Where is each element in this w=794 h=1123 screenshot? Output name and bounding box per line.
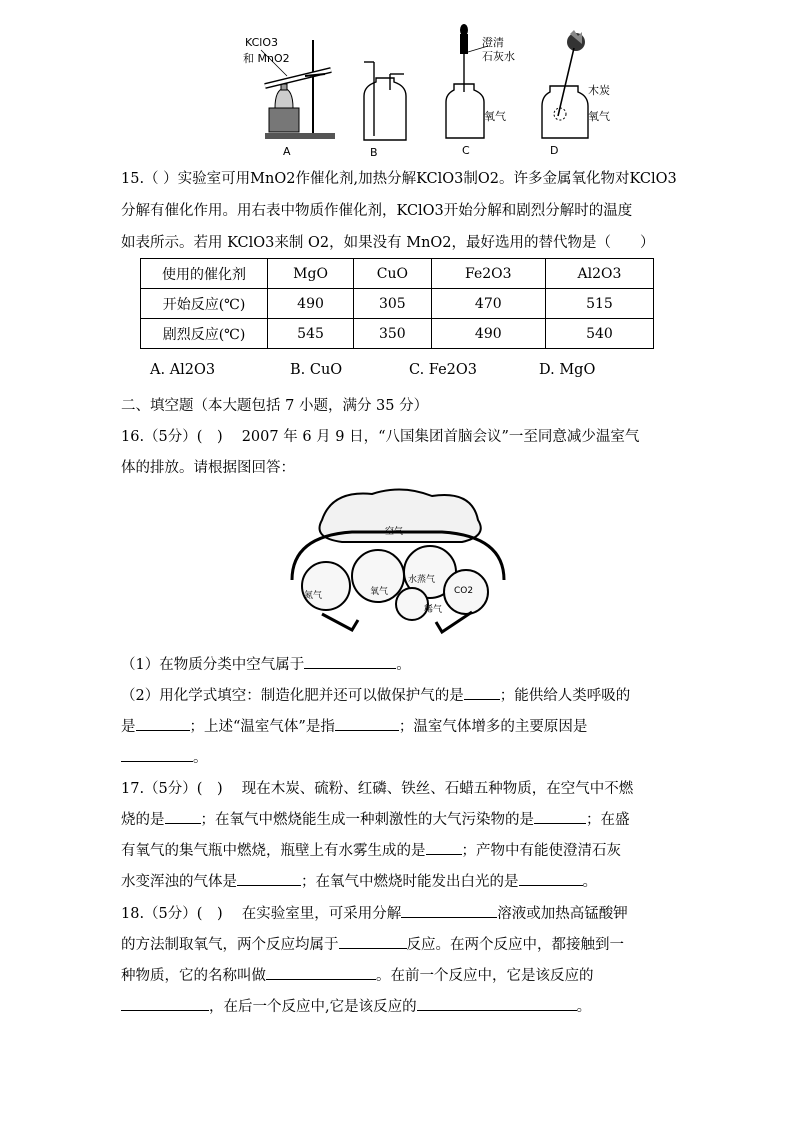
q18-text-f: 。在前一个反应中，它是该反应的: [376, 968, 594, 984]
q16-line-2: 体的排放。请根据图回答：: [121, 460, 295, 476]
q16-sub-1-text: （1）在物质分类中空气属于: [121, 657, 305, 673]
charcoal-burning-icon: [538, 28, 628, 140]
figure-d-label-1: 木炭: [588, 84, 610, 97]
cartoon-label-water-vapor: 水蒸气: [408, 575, 436, 585]
figure-b-caption: B: [370, 146, 378, 159]
figure-c-label-1: 澄清: [482, 36, 504, 49]
cartoon-label-co2: CO2: [454, 586, 474, 596]
q17-line-3: [121, 839, 621, 860]
q17-text-g: ；在氧气中燃烧时能发出白光的是: [301, 874, 519, 890]
q16-sub-2-end: 。: [193, 750, 208, 766]
q16-line-1: 16.（5分）( ) 2007 年 6 月 9 日，“八国集团首脑会议”一至同意减少温室气: [121, 429, 640, 445]
q16-sub-2-text-e: ；温室气体增多的主要原因是: [398, 719, 588, 735]
table-cell: 490: [268, 289, 354, 319]
answer-blank[interactable]: [121, 996, 209, 1011]
answer-blank[interactable]: [417, 996, 577, 1011]
table-cell: 305: [354, 289, 432, 319]
q17-text-f: 水变浑浊的气体是: [121, 874, 237, 890]
figure-d-caption: D: [550, 144, 559, 157]
table-header-row: [141, 259, 654, 289]
figure-d: [538, 28, 628, 160]
q17-line-2: [121, 808, 630, 829]
answer-blank[interactable]: [519, 871, 583, 886]
figure-b: [360, 60, 410, 160]
answer-blank[interactable]: [304, 654, 396, 669]
cartoon-label-oxygen: 氧气: [370, 587, 389, 597]
q15-line-1: 15.（ ）实验室可用MnO2作催化剂,加热分解KClO3制O2。许多金属氧化物对KClO3: [121, 171, 677, 187]
table-cell: 开始反应(℃): [141, 289, 268, 319]
q17-text-c: ；在盛: [586, 812, 630, 828]
answer-blank[interactable]: [464, 685, 500, 700]
q16-sub-1: [121, 653, 411, 674]
q18-text-c: 的方法制取氧气，两个反应均属于: [121, 937, 339, 953]
q15-option-a[interactable]: A. Al2O3: [150, 362, 216, 378]
q18-text-d: 反应。在两个反应中，都接触到一: [406, 937, 624, 953]
q18-line-3: [121, 964, 594, 985]
gas-bottle-icon: [360, 60, 410, 144]
answer-blank[interactable]: [335, 716, 399, 731]
table-header: Al2O3: [545, 259, 653, 289]
q16-sub-2-text-c: 是: [121, 719, 136, 735]
q15-option-c[interactable]: C. Fe2O3: [409, 362, 477, 378]
answer-blank[interactable]: [237, 871, 301, 886]
answer-blank[interactable]: [136, 716, 190, 731]
q18-text-h: 。: [576, 999, 592, 1015]
q16-sub-1-end: 。: [396, 657, 411, 673]
figure-d-label-2: 氧气: [588, 110, 610, 123]
table-row: [141, 319, 654, 349]
answer-blank[interactable]: [266, 965, 376, 980]
table-cell: 剧烈反应(℃): [141, 319, 268, 349]
q16-sub-2-line-1: [121, 684, 630, 705]
q16-sub-2-text-b: ；能供给人类呼吸的: [499, 688, 631, 704]
q15-line-2: 分解有催化作用。用右表中物质作催化剂，KClO3开始分解和剧烈分解时的温度: [121, 203, 633, 219]
q15-option-d[interactable]: D. MgO: [539, 362, 596, 378]
q17-text-h: 。: [582, 874, 597, 890]
table-header: 使用的催化剂: [141, 259, 268, 289]
table-cell: 540: [545, 319, 653, 349]
q18-text-a: 18.（5分）( ) 在实验室里，可采用分解: [121, 906, 402, 922]
q15-option-b[interactable]: B. CuO: [290, 362, 343, 378]
table-row: [141, 289, 654, 319]
catalyst-table: [140, 258, 654, 349]
table-cell: 515: [545, 289, 653, 319]
cartoon-label-air: 空气: [385, 527, 404, 537]
figure-c-label-2: 石灰水: [482, 50, 515, 63]
q17-text-d: 有氧气的集气瓶中燃烧，瓶壁上有水雾生成的是: [121, 843, 426, 859]
answer-blank[interactable]: [165, 809, 201, 824]
figure-a-caption: A: [283, 145, 291, 158]
cartoon-label-nitrogen: 氮气: [304, 591, 323, 601]
table-cell: 470: [431, 289, 545, 319]
q18-line-1: [121, 902, 628, 923]
q17-line-1: 17.（5分）( ) 现在木炭、硫粉、红磷、铁丝、石蜡五种物质，在空气中不燃: [121, 781, 634, 797]
table-header: Fe2O3: [431, 259, 545, 289]
air-cartoon-figure: [282, 480, 512, 642]
q18-line-2: [121, 933, 624, 954]
figure-a-label-1: KClO3: [245, 36, 279, 49]
table-cell: 350: [354, 319, 432, 349]
answer-blank[interactable]: [121, 747, 193, 762]
answer-blank[interactable]: [339, 934, 407, 949]
q17-text-a: 烧的是: [121, 812, 165, 828]
table-cell: 545: [268, 319, 354, 349]
q18-text-e: 种物质，它的名称叫做: [121, 968, 266, 984]
q18-text-b: 溶液或加热高锰酸钾: [497, 906, 628, 922]
table-header: MgO: [268, 259, 354, 289]
cartoon-label-noble-gas: 稀气: [424, 605, 443, 615]
q16-sub-2-text-d: ；上述“温室气体”是指: [189, 719, 335, 735]
figure-c-label-3: 氧气: [484, 110, 506, 123]
section-heading: 二、填空题（本大题包括 7 小题，满分 35 分）: [121, 398, 429, 414]
figure-c-caption: C: [462, 144, 470, 157]
figure-a: [235, 30, 345, 160]
q18-line-4: [121, 995, 591, 1016]
answer-blank[interactable]: [426, 840, 462, 855]
table-cell: 490: [431, 319, 545, 349]
q17-text-e: ；产物中有能使澄清石灰: [461, 843, 621, 859]
q16-sub-2-line-3: [121, 746, 208, 767]
air-components-cartoon-icon: [282, 480, 512, 642]
q17-text-b: ；在氧气中燃烧能生成一种刺激性的大气污染物的是: [200, 812, 534, 828]
table-header: CuO: [354, 259, 432, 289]
q18-text-g: ，在后一个反应中,它是该反应的: [209, 999, 417, 1015]
q16-sub-2-line-2: [121, 715, 587, 736]
figure-a-label-2: 和 MnO2: [243, 52, 290, 65]
q17-line-4: [121, 870, 597, 891]
answer-blank[interactable]: [401, 903, 497, 918]
answer-blank[interactable]: [534, 809, 586, 824]
q15-line-3: 如表所示。若用 KClO3来制 O2，如果没有 MnO2，最好选用的替代物是（ ）: [121, 235, 655, 251]
q16-sub-2-text-a: （2）用化学式填空：制造化肥并还可以做保护气的是: [121, 688, 464, 704]
figure-c: [440, 22, 530, 160]
